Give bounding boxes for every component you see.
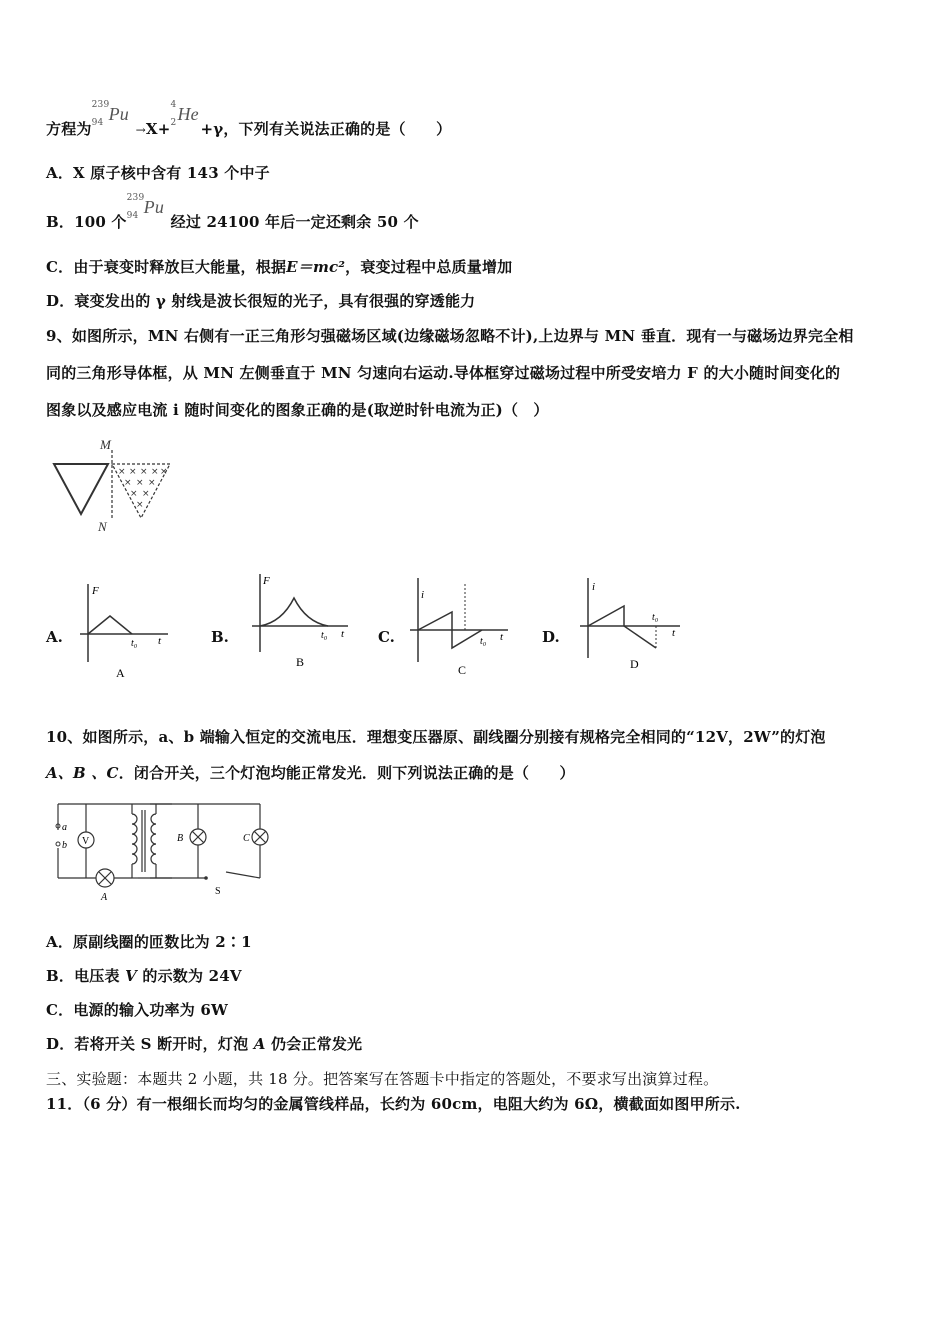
svg-text:×: × xyxy=(151,467,159,477)
q10-option-b: B．电压表 V 的示数为 24V xyxy=(46,967,242,985)
graph-b-t0: t₀ xyxy=(321,630,328,641)
graph-d xyxy=(576,574,686,676)
graph-b xyxy=(248,570,358,674)
q8-option-a: A．X 原子核中含有 143 个中子 xyxy=(46,164,270,182)
q9-stem-line2: 同的三角形导体框，从 MN 左侧垂直于 MN 匀速向右运动.导体框穿过磁场过程中所受安培力 F 的大小随时间变化的 xyxy=(46,364,841,382)
label-lamp-c: C xyxy=(243,833,250,844)
svg-text:×: × xyxy=(148,478,156,488)
graph-a xyxy=(76,578,176,686)
graph-d-t0: t₀ xyxy=(652,612,659,623)
graph-a-caption: A xyxy=(116,666,125,680)
q8-option-d: D．衰变发出的 γ 射线是波长很短的光子，具有很强的穿透能力 xyxy=(46,292,476,310)
mass-energy-formula: E＝mc² xyxy=(286,258,346,276)
q10-stem-line1: 10、如图所示，a、b 端输入恒定的交流电压．理想变压器原、副线圈分别接有规格完全相同的“12V，2W”的灯泡 xyxy=(46,728,826,746)
helium-nuclide: 4 2 He xyxy=(170,100,199,128)
bulb-names: A、B 、C xyxy=(46,764,119,782)
label-switch: S xyxy=(215,886,221,897)
svg-text:×: × xyxy=(130,489,138,499)
graph-c-t0: t₀ xyxy=(480,636,487,647)
svg-text:×: × xyxy=(118,467,126,477)
svg-text:×: × xyxy=(160,467,168,477)
graph-d-y-label: i xyxy=(592,581,596,593)
label-lamp-b: B xyxy=(177,833,184,844)
q8-option-b: B．100 个 239 94 Pu 经过 24100 年后一定还剩余 50 个 xyxy=(46,193,419,231)
conductor-frame-triangle xyxy=(54,464,108,514)
q10-option-c: C．电源的输入功率为 6W xyxy=(46,1001,229,1019)
svg-text:×: × xyxy=(136,478,144,488)
transformer-circuit xyxy=(46,796,272,904)
svg-text:×: × xyxy=(124,478,132,488)
graph-c-x-label: t xyxy=(500,631,504,643)
q9-stem-line1: 9、如图所示，MN 右侧有一正三角形匀强磁场区域(边缘磁场忽略不计),上边界与 MN 垂直．现有一与磁场边界完全相 xyxy=(46,327,854,345)
q10-stem-line2: A、B 、C．闭合开关，三个灯泡均能正常发光．则下列说法正确的是（ ） xyxy=(46,764,575,782)
graph-c-caption: C xyxy=(458,663,467,677)
q10-option-d: D．若将开关 S 断开时，灯泡 A 仍会正常发光 xyxy=(46,1035,363,1053)
terminal-b xyxy=(56,842,60,846)
label-lamp-a: A xyxy=(101,892,108,903)
q10-option-a: A．原副线圈的匝数比为 2∶1 xyxy=(46,933,252,951)
svg-text:×: × xyxy=(129,467,137,477)
label-n: N xyxy=(98,519,107,534)
q8-stem: 方程为 239 94 Pu →X+ 4 2 He +γ，下列有关说法正确的是（ ） xyxy=(46,100,452,138)
plutonium-nuclide: 239 94 Pu xyxy=(126,193,165,221)
q11-stem: 11．（6 分）有一根细长而均匀的金属管线样品，长约为 60cm，电阻大约为 6Ω，横截面如图甲所示. xyxy=(46,1095,741,1113)
graph-d-caption: D xyxy=(630,657,639,671)
q9-option-d-label: D. xyxy=(542,628,560,646)
graph-b-caption: B xyxy=(296,655,305,669)
label-b: b xyxy=(62,840,67,851)
section-3-heading: 三、实验题：本题共 2 小题，共 18 分。把答案写在答题卡中指定的答题处，不要求写出演算过程。 xyxy=(46,1070,719,1088)
graph-a-curve xyxy=(88,616,132,634)
svg-text:×: × xyxy=(136,500,144,510)
q9-option-b-label: B. xyxy=(211,628,229,646)
lamp-a-symbol: A xyxy=(253,1035,266,1053)
graph-c-y-label: i xyxy=(421,589,425,601)
label-a: a xyxy=(62,822,67,833)
graph-d-curve xyxy=(588,606,656,648)
magnetic-field-figure xyxy=(46,432,186,537)
graph-a-y-label: F xyxy=(92,585,99,597)
graph-a-t0: t₀ xyxy=(131,638,138,649)
q9-option-c-label: C. xyxy=(378,628,395,646)
switch-s xyxy=(204,876,208,880)
svg-text:×: × xyxy=(140,467,148,477)
svg-text:×: × xyxy=(142,489,150,499)
graph-b-curve xyxy=(260,598,328,626)
q9-stem-line3: 图象以及感应电流 i 随时间变化的图象正确的是(取逆时针电流为正)（ ） xyxy=(46,401,549,419)
graph-b-y-label: F xyxy=(263,575,270,587)
graph-b-x-label: t xyxy=(341,628,345,640)
q8-option-c: C．由于衰变时释放巨大能量，根据E＝mc²，衰变过程中总质量增加 xyxy=(46,258,513,276)
label-m: M xyxy=(100,437,111,452)
q9-option-a-label: A. xyxy=(46,628,63,646)
graph-a-x-label: t xyxy=(158,635,162,647)
voltmeter-symbol: V xyxy=(125,967,137,985)
plutonium-nuclide: 239 94 Pu xyxy=(91,100,130,128)
graph-d-x-label: t xyxy=(672,627,676,639)
graph-c xyxy=(404,574,516,680)
label-v: V xyxy=(82,836,90,847)
